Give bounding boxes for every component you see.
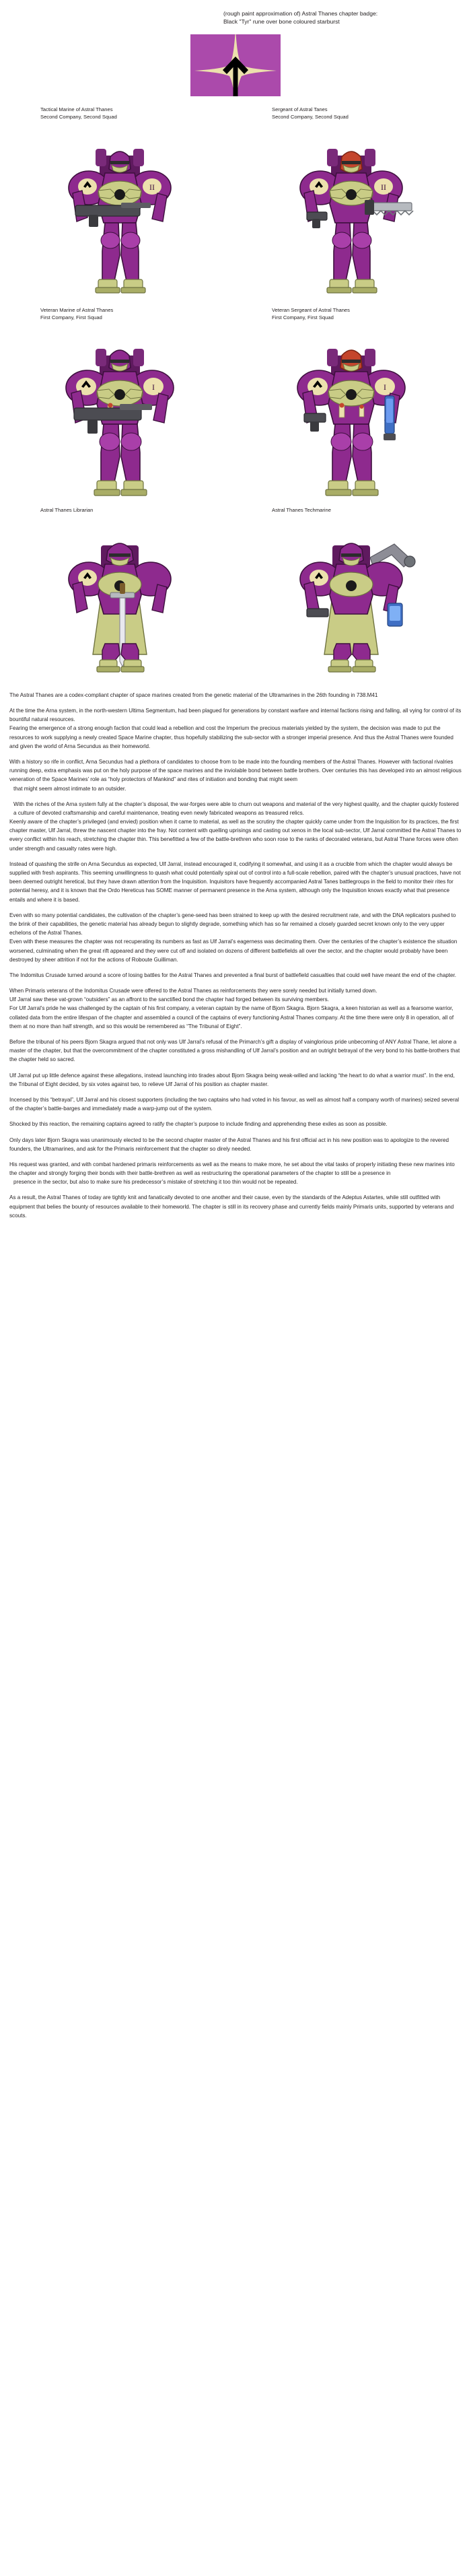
- caption-line-2: Second Company, Second Squad: [40, 114, 117, 121]
- caption-line-1: Veteran Marine of Astral Thanes: [40, 306, 114, 313]
- figure-row-specialists: [0, 506, 471, 677]
- caption-line-1: Tactical Marine of Astral Thanes: [40, 106, 113, 112]
- figure-cell-techmarine: [240, 506, 462, 677]
- svg-text:I: I: [152, 382, 155, 393]
- caption-line-1: Astral Thanes Techmarine: [272, 507, 331, 514]
- figure-cell-veteran-marine: [9, 306, 231, 504]
- badge-caption-line2: Black "Tyr" rune over bone coloured starburst: [223, 18, 340, 26]
- caption-line-1: Astral Thanes Librarian: [40, 507, 94, 514]
- badge-caption: [121, 9, 378, 26]
- paragraph-intro: The Astral Thanes are a codex-compliant chapter of space marines created from the genetic material of the Ultramarines in the 26th founding in 738.M41: [9, 691, 378, 698]
- figure-caption-tactical-marine: [40, 106, 199, 121]
- paragraph-crucible: Instead of quashing the strife on Arna Secundus as expected, Ulf Jarral, instead encouraged it, codifying it somewhat, and using it as a crucible from which the chapter would always be supplied with fresh aspirants. This seeming unwillingness to quash what could potentially spiral out of control into a full-scale rebellion, paired with the chapter’s unusual practices, have not been deemed outright heretical, but they have drawn attention from the Inquisition. Inquisitors have frequently accompanied Astral Tanes battlegroups in the field to monitor their rites for potential heresy, and it is known that the Ordo Hereticus has SOME manner of permanent presence in the Arna system, although only the Inquisition knows exactly what that presence entails and where it is based.: [9, 860, 461, 903]
- figure-caption-librarian: [40, 506, 199, 520]
- chapter-badge-section: [0, 0, 471, 96]
- svg-text:II: II: [381, 182, 386, 192]
- caption-line-1: Sergeant of Astral Tanes: [272, 106, 328, 112]
- figure-art-librarian: [40, 522, 199, 677]
- figure-caption-veteran-sergeant: [272, 306, 431, 322]
- paragraph-restructure-cont: presence in the sector, but also to make sure his predecessor’s mistake of stretching it too thin would not be repeated.: [13, 1179, 298, 1186]
- paragraph-candidates: With a history so rife in conflict, Arna Secundus had a plethora of candidates to choose from to be made into the founding members of the Astral Thanes. However with factional rivalries running deep, extra emphasis was put on the holy purpose of the space marines and the inviolable bond between battle brothers. Over centuries this has developed into an almost religious veneration of the Space Marines’ role as “holy protectors of Mankind” and rites of initiation and bonding that might seem: [9, 758, 462, 783]
- figure-art-sergeant: [272, 123, 431, 304]
- chapter-badge-art: [190, 34, 281, 96]
- badge-caption-line1: (rough paint approximation of) Astral Thanes chapter badge:: [223, 10, 378, 17]
- caption-line-2: Second Company, Second Squad: [272, 114, 349, 121]
- paragraph-bjorn-master: Only days later Bjorn Skagra was unanimously elected to be the second chapter master of the Astral Thanes and his first official act in his new position was to apologize to the revered founders, the Ultramarines, and ask for the Primaris reinforcement that the chapter so direly needed.: [9, 1137, 449, 1152]
- figure-cell-veteran-sergeant: [240, 306, 462, 504]
- caption-line-2: First Company, First Squad: [40, 314, 102, 321]
- paragraph-shocked: Shocked by this reaction, the remaining captains agreed to ratify the chapter’s purpose to include finding and apprehending these exiles as soon as possible.: [9, 1121, 388, 1128]
- paragraph-warp-jump: Ulf Jarral put up little defence against these allegations, instead launching into tirades about Bjorn Skagra being weak-willed and lacking “the heart to do what a warrior must”. In the end, the Tribunal of Eight decided, by six votes against two, to relieve Ulf Jarral of his position as chapter master.: [9, 1072, 455, 1087]
- paragraph-tribunal: For Ulf Jarral’s pride he was challenged by the captain of his first company, a veteran captain by the name of Bjorn Skagra. Bjorn Skagra, a keen historian as well as a fearsome warrior, collated data from the entire lifespan of the chapter and assembled a council of the captains of every functioning Astral Thanes company. At the time there were only 8 in operation, all of them at no more than half strength, and so this would be remembered as “The Tribunal of Eight”.: [9, 1005, 454, 1029]
- chapter-lore-text: [0, 691, 471, 1220]
- paragraph-geneseed: Even with so many potential candidates, the cultivation of the chapter’s gene-seed has been strained to keep up with the desired recruitment rate, and with the DNA replicators pushed to the brink of their capabilities, the genetic material has already begun to slightly degrade, something which has so far remained a closely guarded secret known only to the very upper echelons of the Astral Thanes.: [9, 912, 456, 937]
- paragraph-warforges: With the riches of the Arna system fully at the chapter’s disposal, the war-forges were able to churn out weapons and material of the very highest quality, and the chapter quickly fostered a culture of devoted craftsmanship and careful maintenance, treating even newly fabricated weapons as treasured relics.: [13, 801, 459, 816]
- figure-caption-veteran-marine: [40, 306, 199, 322]
- caption-line-2: First Company, First Squad: [272, 314, 334, 321]
- svg-text:II: II: [149, 182, 155, 192]
- marine-figure-gallery: [0, 106, 471, 677]
- figure-cell-librarian: [9, 506, 231, 677]
- paragraph-today: As a result, the Astral Thanes of today are tightly knit and fanatically devoted to one another and their cause, even by the standards of the Adeptus Astartes, while still outfitted with equipment that belies the bounty of resources available to their homeworld. The chapter is still in its recovery phase and currently fields mainly Primaris units, supported by veterans and scouts.: [9, 1194, 454, 1219]
- figure-art-tactical-marine: [40, 123, 199, 304]
- paragraph-betrayal: Incensed by this “betrayal”, Ulf Jarral and his closest supporters (including the two captains who had voted in his favour, as well as almost half a company worth of marines) seized several of the chapter’s battle-barges and immediately made a warp-jump out of the system.: [9, 1096, 460, 1112]
- figure-art-techmarine: [272, 522, 431, 677]
- paragraph-outsiders: Ulf Jarral saw these vat-grown “outsiders” as an affront to the sanctified bond the chapter had forged between its surviving members.: [9, 996, 329, 1003]
- paragraph-founding: Fearing the emergence of a strong enough faction that could lead a rebellion and cost the Imperium the precious materials yielded by the system, the decision was made to put the resources to work supplying a newly created Space Marine chapter, thus hopefully stabilizing the sub-sector with a stronger imperial presence. And thus the Astral Thanes were founded and given the world of Arna Secundus as their homeworld.: [9, 725, 454, 749]
- paragraph-indomitus: The Indomitus Crusade turned around a score of losing battles for the Astral Thanes and prevented a final burst of battlefield casualties that could well have meant the end of the chapter.: [9, 972, 456, 978]
- paragraph-primaris: When Primaris veterans of the Indomitus Crusade were offered to the Astral Thanes as reinforcements they were sorely needed but initially turned down.: [9, 988, 377, 994]
- figure-cell-tactical-marine: [9, 106, 231, 304]
- figure-row-tactical: [0, 106, 471, 304]
- figure-art-veteran-marine: [40, 323, 199, 504]
- paragraph-intimate: that might seem almost intimate to an outsider.: [13, 785, 126, 792]
- paragraph-tribunal-outcome: Before the tribunal of his peers Bjorn Skagra argued that not only was Ulf Jarral’s refusal of the Primarch’s gift a display of vainglorious pride unbecoming of ANY Astral Thane, let alone a master of the chapter, but that the overcommitment of the chapter constituted a gross mishandling of Ulf Jarral’s position and an outright betrayal of the very bond to his battle-brothers that the chapter held so sacred.: [9, 1039, 460, 1063]
- figure-cell-sergeant: [240, 106, 462, 304]
- figure-art-veteran-sergeant: [272, 323, 431, 504]
- caption-line-1: Veteran Sergeant of Astral Thanes: [272, 306, 350, 313]
- paragraph-arna-system: At the time the Arna system, in the north-western Ultima Segmentum, had been plagued for generations by constant warfare and internal factions rising and falling, all vying for control of its bountiful natural resources.: [9, 708, 462, 723]
- paragraph-restructure: His request was granted, and with combat hardened primaris reinforcements as well as the means to make more, he set about the vital tasks of properly initiating these new marines into the chapter and strongly forging their bonds with their battle-brethren as well as restructuring the operational parameters of the chapter to still be a presence in: [9, 1161, 455, 1177]
- paragraph-ulf-jarral-fray: Keenly aware of the chapter’s privileged (and envied) position when it came to material, as well as the scrutiny the chapter quickly came under from the Inquisition for its practices, the first chapter master, Ulf Jarral, threw the nascent chapter into the fray. Not content with quelling uprisings and casting out xenos in the local sub-sector, Ulf Jarral committed the Astral Thanes to every conflict within his reach, stretching the chapter thin. This benefitted a few of the battle-brethren who soon rose to the ranks of decorated veterans, but Astral Thane forces were often under strength and casualty rates were high.: [9, 819, 462, 852]
- figure-row-veteran: [0, 306, 471, 504]
- paragraph-attrition: Even with these measures the chapter was not recuperating its numbers as fast as Ulf Jarral’s eagerness was decimating them. Over the centuries of the chapter’s existence the situation worsened, culminating when the great rift appeared and they were cut off and isolated on dozens of different battlefields all over the sector, and the chapter would probably have been destroyed by sheer attrition if not for the actions of Roboute Guilliman.: [9, 939, 458, 963]
- tyr-rune-icon: [190, 34, 281, 96]
- figure-caption-techmarine: [272, 506, 431, 520]
- figure-caption-sergeant: [272, 106, 431, 121]
- svg-text:I: I: [384, 382, 386, 393]
